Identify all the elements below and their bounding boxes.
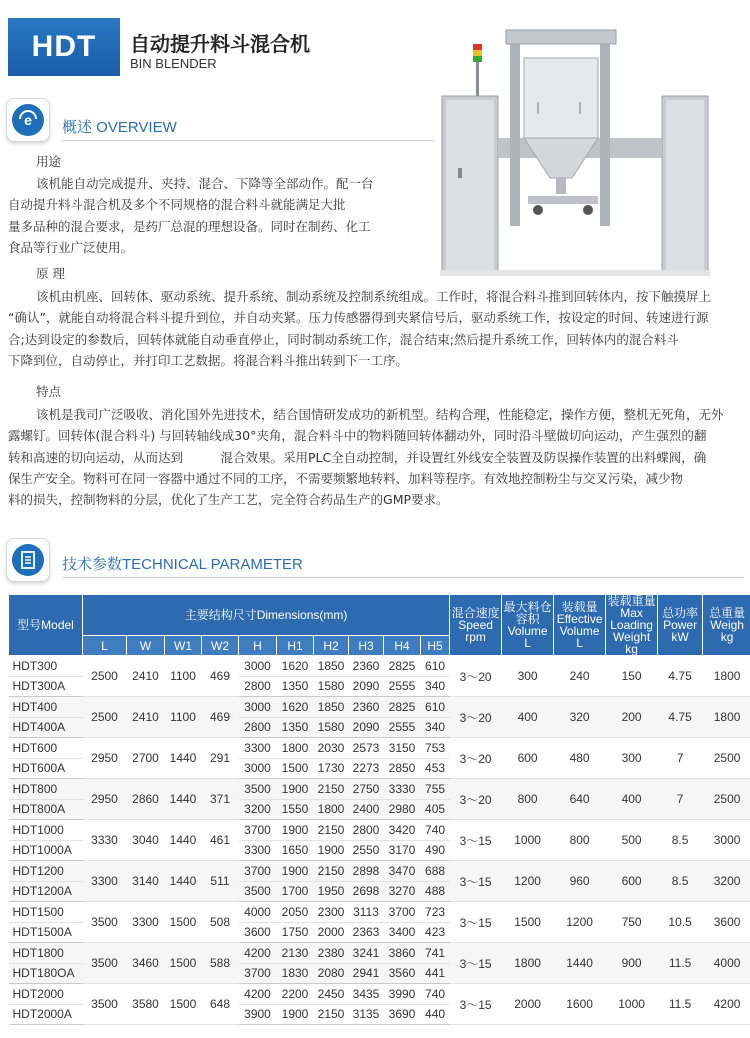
loading-cell: 1600: [554, 984, 606, 1025]
dim-W2-cell: 508: [202, 902, 239, 943]
model-cell: HDT1000: [9, 820, 83, 841]
dim-W-cell: 3040: [127, 820, 165, 861]
model-cell: HDT1500: [9, 902, 83, 923]
weight-cell: 200: [606, 697, 658, 738]
dim-W2-cell: 291: [202, 738, 239, 779]
weight-cell: 900: [606, 943, 658, 984]
col-H1: H1: [277, 636, 314, 656]
height-cell: 2750: [349, 779, 384, 800]
height-cell: 3700: [239, 963, 277, 984]
height-cell: 1900: [277, 1004, 314, 1025]
parameter-table: [8, 594, 750, 1025]
height-cell: 2898: [349, 861, 384, 882]
height-cell: 1800: [314, 799, 349, 820]
technical-divider: [62, 577, 744, 578]
dim-W1-cell: 1100: [165, 697, 202, 738]
usage-line: 该机能自动完成提升、夹持、混合、下降等全部动作。配一台: [36, 176, 374, 191]
height-cell: 2980: [384, 799, 421, 820]
height-cell: 2150: [314, 1004, 349, 1025]
height-cell: 2030: [314, 738, 349, 759]
volume-cell: 800: [502, 779, 554, 820]
loading-cell: 320: [554, 697, 606, 738]
height-cell: 3560: [384, 963, 421, 984]
model-cell: HDT2000: [9, 984, 83, 1005]
height-cell: 610: [421, 656, 450, 677]
height-cell: 3000: [239, 656, 277, 677]
technical-section-icon: [6, 538, 50, 582]
power-cell: 4.75: [658, 697, 703, 738]
height-cell: 723: [421, 902, 450, 923]
col-weight: 装载重量 Max Loading Weight kg: [607, 594, 656, 656]
speed-cell: 3～20: [450, 738, 502, 779]
height-cell: 4000: [239, 902, 277, 923]
col-H5: H5: [421, 636, 450, 656]
height-cell: 1700: [277, 881, 314, 902]
height-cell: 3700: [384, 902, 421, 923]
table-row: [9, 779, 750, 800]
dim-W-cell: 2410: [127, 697, 165, 738]
col-dimensions: 主要结构尺寸Dimensions(mm): [83, 595, 450, 636]
height-cell: 3241: [349, 943, 384, 964]
height-cell: 3400: [384, 922, 421, 943]
weight-cell: 400: [606, 779, 658, 820]
speed-cell: 3～15: [450, 861, 502, 902]
usage-line: 自动提升料斗混合机及多个不同规格的混合料斗就能满足大批: [8, 197, 346, 213]
height-cell: 3470: [384, 861, 421, 882]
col-loading: 装载量 Effective Volume L: [554, 595, 606, 656]
weight-cell: 150: [606, 656, 658, 697]
loading-cell: 1200: [554, 902, 606, 943]
dim-W1-cell: 1440: [165, 779, 202, 820]
height-cell: 2360: [349, 656, 384, 677]
speed-cell: 3～15: [450, 943, 502, 984]
height-cell: 3000: [239, 697, 277, 718]
height-cell: 1800: [277, 738, 314, 759]
height-cell: 1850: [314, 656, 349, 677]
model-cell: HDT1500A: [9, 922, 83, 943]
total-weight-cell: 2500: [703, 738, 750, 779]
total-weight-cell: 4000: [703, 943, 750, 984]
height-cell: 1830: [277, 963, 314, 984]
dim-W-cell: 3580: [127, 984, 165, 1025]
height-cell: 740: [421, 984, 450, 1005]
table-row: [9, 902, 750, 923]
height-cell: 340: [421, 676, 450, 697]
height-cell: 2150: [314, 861, 349, 882]
model-cell: HDT180OA: [9, 963, 83, 984]
col-H3: H3: [349, 636, 384, 656]
height-cell: 1550: [277, 799, 314, 820]
brand-logo: HDT: [8, 18, 120, 76]
height-cell: 4200: [239, 943, 277, 964]
power-cell: 4.75: [658, 656, 703, 697]
features-line: 转和高速的切向运动，从而达到 混合效果。采用PLC全自动控制，并设置红外线安全装置及防误操作装置的出料蝶阀，确: [8, 449, 707, 465]
col-L: L: [83, 636, 127, 656]
dim-L-cell: 2950: [83, 738, 127, 779]
speed-cell: 3～20: [450, 656, 502, 697]
dim-L-cell: 3500: [83, 943, 127, 984]
height-cell: 2200: [277, 984, 314, 1005]
speed-cell: 3～20: [450, 697, 502, 738]
loading-cell: 960: [554, 861, 606, 902]
power-cell: 11.5: [658, 984, 703, 1025]
model-cell: HDT1200A: [9, 881, 83, 902]
height-cell: 2090: [349, 717, 384, 738]
height-cell: 2400: [349, 799, 384, 820]
height-cell: 753: [421, 738, 450, 759]
height-cell: 1350: [277, 676, 314, 697]
dim-W1-cell: 1440: [165, 820, 202, 861]
height-cell: 2573: [349, 738, 384, 759]
height-cell: 3170: [384, 840, 421, 861]
dim-W1-cell: 1440: [165, 861, 202, 902]
height-cell: 1580: [314, 717, 349, 738]
col-W: W: [127, 636, 165, 656]
height-cell: 3500: [239, 881, 277, 902]
height-cell: 2380: [314, 943, 349, 964]
height-cell: 3300: [239, 840, 277, 861]
model-cell: HDT800A: [9, 799, 83, 820]
height-cell: 1500: [277, 758, 314, 779]
model-cell: HDT400A: [9, 717, 83, 738]
features-line: 保生产安全。物料可在同一容器中通过不同的工序，不需要频繁地转料、加料等程序。有效地控制粉尘与交叉污染，减少物: [8, 470, 684, 486]
dim-W1-cell: 1440: [165, 738, 202, 779]
volume-cell: 1800: [502, 943, 554, 984]
total-weight-cell: 3600: [703, 902, 750, 943]
col-model: 型号Model: [9, 595, 83, 656]
dim-W2-cell: 648: [202, 984, 239, 1025]
dim-L-cell: 3330: [83, 820, 127, 861]
height-cell: 2800: [239, 676, 277, 697]
principle-heading: 原 理: [36, 266, 65, 281]
col-W1: W1: [165, 636, 202, 656]
speed-cell: 3～15: [450, 820, 502, 861]
height-cell: 3700: [239, 861, 277, 882]
dim-W-cell: 3460: [127, 943, 165, 984]
height-cell: 2150: [314, 779, 349, 800]
height-cell: 4200: [239, 984, 277, 1005]
headset-icon: [17, 109, 39, 131]
height-cell: 1900: [277, 779, 314, 800]
height-cell: 2080: [314, 963, 349, 984]
dim-W2-cell: 371: [202, 779, 239, 820]
dim-W2-cell: 469: [202, 697, 239, 738]
weight-cell: 600: [606, 861, 658, 902]
col-total-weight: 总重量 Weigh kg: [703, 595, 750, 656]
model-cell: HDT1200: [9, 861, 83, 882]
model-cell: HDT400: [9, 697, 83, 718]
volume-cell: 600: [502, 738, 554, 779]
dim-W2-cell: 511: [202, 861, 239, 902]
height-cell: 2300: [314, 902, 349, 923]
dim-L-cell: 3300: [83, 861, 127, 902]
features-line: 该机是我司广泛吸收、消化国外先进技术，结合国情研发成功的新机型。结构合理，性能稳定，操作方便，整机无死角，无外: [36, 407, 724, 422]
dim-W-cell: 3300: [127, 902, 165, 943]
parameter-table-body: [9, 656, 750, 1025]
table-row: [9, 820, 750, 841]
volume-cell: 2000: [502, 984, 554, 1025]
height-cell: 2850: [384, 758, 421, 779]
height-cell: 1850: [314, 697, 349, 718]
height-cell: 3900: [239, 1004, 277, 1025]
volume-cell: 300: [502, 656, 554, 697]
power-cell: 7: [658, 738, 703, 779]
model-cell: HDT2000A: [9, 1004, 83, 1025]
page-subtitle: BIN BLENDER: [130, 56, 217, 71]
col-W2: W2: [202, 636, 239, 656]
loading-cell: 800: [554, 820, 606, 861]
volume-cell: 1500: [502, 902, 554, 943]
total-weight-cell: 1800: [703, 656, 750, 697]
dim-L-cell: 2950: [83, 779, 127, 820]
model-cell: HDT600: [9, 738, 83, 759]
height-cell: 1620: [277, 656, 314, 677]
height-cell: 3420: [384, 820, 421, 841]
height-cell: 3690: [384, 1004, 421, 1025]
features-heading: 特点: [36, 384, 62, 399]
col-H2: H2: [314, 636, 349, 656]
svg-text:e: e: [24, 112, 32, 128]
power-cell: 7: [658, 779, 703, 820]
total-weight-cell: 1800: [703, 697, 750, 738]
height-cell: 3200: [239, 799, 277, 820]
dim-W-cell: 2410: [127, 656, 165, 697]
dim-W-cell: 3140: [127, 861, 165, 902]
weight-cell: 750: [606, 902, 658, 943]
total-weight-cell: 4200: [703, 984, 750, 1025]
height-cell: 1750: [277, 922, 314, 943]
height-cell: 453: [421, 758, 450, 779]
page-title: 自动提升料斗混合机: [130, 32, 310, 56]
features-paragraph: [8, 404, 748, 510]
table-row: [9, 656, 750, 677]
height-cell: 3135: [349, 1004, 384, 1025]
dim-W-cell: 2860: [127, 779, 165, 820]
height-cell: 2130: [277, 943, 314, 964]
col-volume: 最大料仓 容积 Volume L: [502, 595, 554, 656]
height-cell: 3113: [349, 902, 384, 923]
model-cell: HDT800: [9, 779, 83, 800]
height-cell: 405: [421, 799, 450, 820]
height-cell: 3435: [349, 984, 384, 1005]
height-cell: 3990: [384, 984, 421, 1005]
height-cell: 3700: [239, 820, 277, 841]
col-H4: H4: [384, 636, 421, 656]
height-cell: 610: [421, 697, 450, 718]
principle-line: 合;达到设定的参数后，回转体就能自动垂直停止，同时制动系统工作，混合结束;然后提升系统工作，回转体内的混合料斗: [8, 331, 679, 347]
dim-W-cell: 2700: [127, 738, 165, 779]
usage-paragraph: [8, 173, 433, 258]
height-cell: 3860: [384, 943, 421, 964]
power-cell: 8.5: [658, 861, 703, 902]
dim-W2-cell: 469: [202, 656, 239, 697]
features-line: 料的损失，控制物料的分层，优化了生产工艺，完全符合药品生产的GMP要求。: [8, 492, 449, 508]
height-cell: 3000: [239, 758, 277, 779]
principle-line: 该机由机座、回转体、驱动系统、提升系统、制动系统及控制系统组成。工作时，将混合料斗推到回转体内，按下触摸屏上: [36, 289, 712, 304]
loading-cell: 480: [554, 738, 606, 779]
speed-cell: 3～15: [450, 984, 502, 1025]
overview-section-icon: [6, 98, 50, 142]
height-cell: 1900: [314, 840, 349, 861]
height-cell: 488: [421, 881, 450, 902]
height-cell: 1650: [277, 840, 314, 861]
height-cell: 1580: [314, 676, 349, 697]
height-cell: 2050: [277, 902, 314, 923]
height-cell: 1620: [277, 697, 314, 718]
overview-title: 概述 OVERVIEW: [62, 119, 177, 136]
document-icon: [18, 550, 38, 570]
total-weight-cell: 2500: [703, 779, 750, 820]
height-cell: 2800: [349, 820, 384, 841]
table-row: [9, 697, 750, 718]
dim-L-cell: 2500: [83, 656, 127, 697]
height-cell: 1900: [277, 820, 314, 841]
usage-heading: 用途: [36, 154, 62, 169]
volume-cell: 400: [502, 697, 554, 738]
features-line: 露螺钉。回转体(混合料斗) 与回转轴线成30°夹角，混合料斗中的物料随回转体翻动外，同时沿斗壁做切向运动，产生强烈的翻: [8, 428, 707, 444]
height-cell: 1350: [277, 717, 314, 738]
height-cell: 2550: [349, 840, 384, 861]
height-cell: 2000: [314, 922, 349, 943]
dim-L-cell: 3500: [83, 902, 127, 943]
volume-cell: 1200: [502, 861, 554, 902]
weight-cell: 500: [606, 820, 658, 861]
weight-cell: 1000: [606, 984, 658, 1025]
height-cell: 3330: [384, 779, 421, 800]
dim-W2-cell: 588: [202, 943, 239, 984]
height-cell: 2825: [384, 656, 421, 677]
height-cell: 740: [421, 820, 450, 841]
total-weight-cell: 3000: [703, 820, 750, 861]
dim-W1-cell: 1500: [165, 984, 202, 1025]
height-cell: 2150: [314, 820, 349, 841]
height-cell: 2555: [384, 676, 421, 697]
power-cell: 11.5: [658, 943, 703, 984]
height-cell: 423: [421, 922, 450, 943]
principle-line: 下降到位，自动停止，并打印工艺数据。将混合料斗推出转到下一工序。: [8, 352, 409, 368]
height-cell: 2273: [349, 758, 384, 779]
model-cell: HDT1800: [9, 943, 83, 964]
height-cell: 2825: [384, 697, 421, 718]
table-row: [9, 861, 750, 882]
loading-cell: 640: [554, 779, 606, 820]
speed-cell: 3～15: [450, 902, 502, 943]
volume-cell: 1000: [502, 820, 554, 861]
speed-cell: 3～20: [450, 779, 502, 820]
height-cell: 3600: [239, 922, 277, 943]
total-weight-cell: 3200: [703, 861, 750, 902]
power-cell: 8.5: [658, 820, 703, 861]
weight-cell: 300: [606, 738, 658, 779]
height-cell: 3300: [239, 738, 277, 759]
dim-W2-cell: 461: [202, 820, 239, 861]
height-cell: 3150: [384, 738, 421, 759]
power-cell: 10.5: [658, 902, 703, 943]
table-row: [9, 738, 750, 759]
dim-W1-cell: 1100: [165, 656, 202, 697]
height-cell: 1730: [314, 758, 349, 779]
dim-W1-cell: 1500: [165, 943, 202, 984]
height-cell: 2941: [349, 963, 384, 984]
usage-line: 量多品种的混合要求，是药厂总混的理想设备。同时在制药、化工: [8, 218, 371, 234]
loading-cell: 240: [554, 656, 606, 697]
model-cell: HDT1000A: [9, 840, 83, 861]
model-cell: HDT300A: [9, 676, 83, 697]
height-cell: 2800: [239, 717, 277, 738]
height-cell: 441: [421, 963, 450, 984]
height-cell: 490: [421, 840, 450, 861]
dim-L-cell: 2500: [83, 697, 127, 738]
loading-cell: 1440: [554, 943, 606, 984]
col-H: H: [239, 636, 277, 656]
usage-line: 食品等行业广泛使用。: [8, 239, 134, 255]
principle-line: “确认”，就能自动将混合料斗提升到位，并自动夹紧。压力传感器得到夹紧信号后，驱动系统工作，按设定的时间、转速进行源: [8, 310, 709, 326]
height-cell: 2555: [384, 717, 421, 738]
height-cell: 1900: [277, 861, 314, 882]
col-speed: 混合速度 Speed rpm: [450, 595, 502, 656]
height-cell: 688: [421, 861, 450, 882]
overview-divider: [62, 140, 434, 141]
height-cell: 2698: [349, 881, 384, 902]
height-cell: 2090: [349, 676, 384, 697]
height-cell: 755: [421, 779, 450, 800]
table-row: [9, 984, 750, 1005]
table-row: [9, 943, 750, 964]
height-cell: 2363: [349, 922, 384, 943]
height-cell: 2450: [314, 984, 349, 1005]
height-cell: 3500: [239, 779, 277, 800]
technical-title: 技术参数TECHNICAL PARAMETER: [62, 556, 303, 573]
dim-L-cell: 3500: [83, 984, 127, 1025]
height-cell: 3270: [384, 881, 421, 902]
height-cell: 1950: [314, 881, 349, 902]
height-cell: 440: [421, 1004, 450, 1025]
height-cell: 741: [421, 943, 450, 964]
model-cell: HDT600A: [9, 758, 83, 779]
height-cell: 340: [421, 717, 450, 738]
height-cell: 2360: [349, 697, 384, 718]
principle-paragraph: [8, 286, 748, 371]
machine-image: [440, 18, 710, 276]
col-power: 总功率 Power kW: [658, 595, 703, 656]
dim-W1-cell: 1500: [165, 902, 202, 943]
model-cell: HDT300: [9, 656, 83, 677]
